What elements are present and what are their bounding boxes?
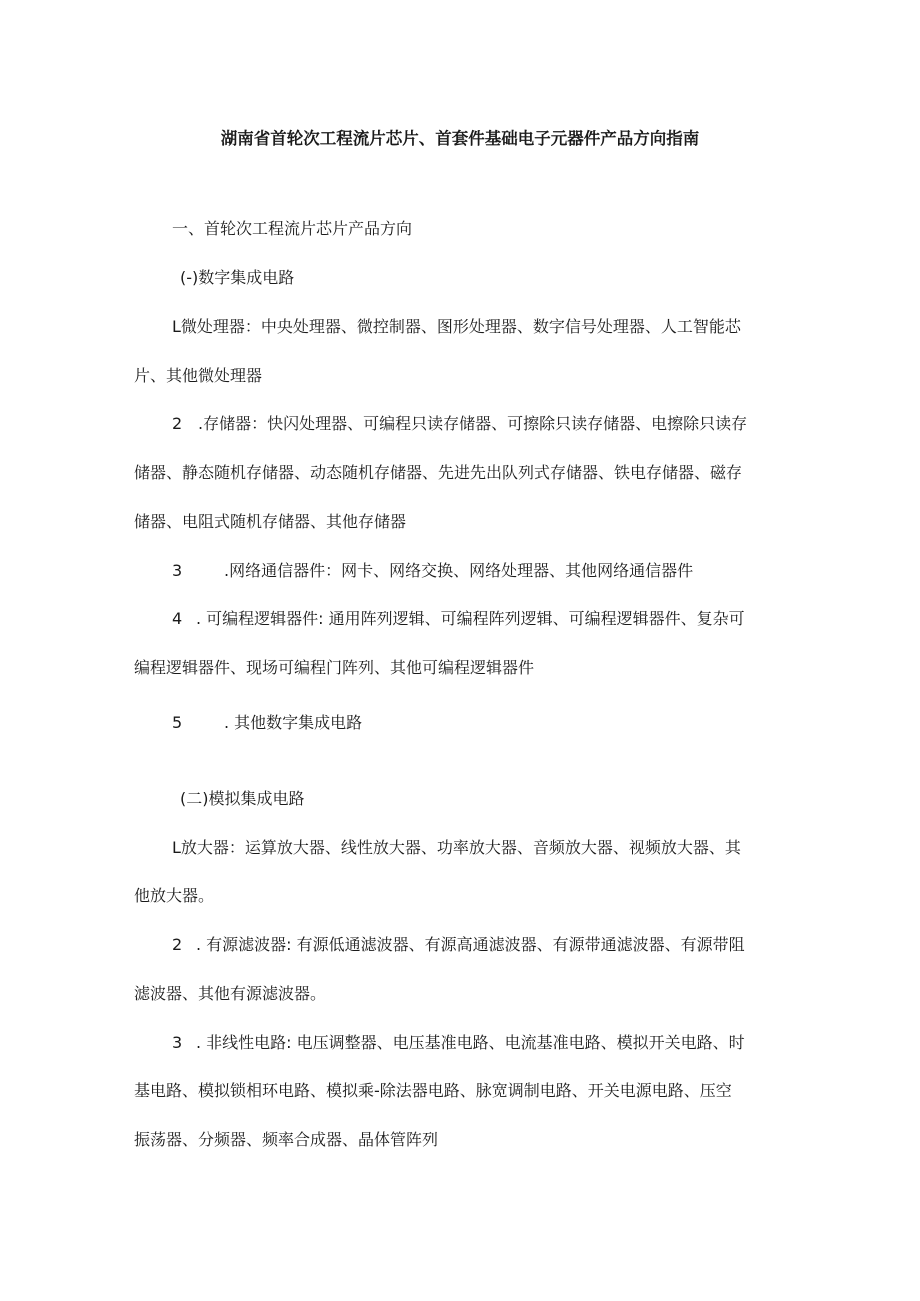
paragraph-line: .网络通信器件：网卡、网络交换、网络处理器、其他网络通信器件 <box>224 561 694 580</box>
item-number: 2 <box>172 935 183 954</box>
paragraph-line: 储器、静态随机存储器、动态随机存储器、先进先出队列式存储器、铁电存储器、磁存 <box>134 463 743 482</box>
item-number: 2 <box>172 414 183 433</box>
subsection-heading-analog: (二)模拟集成电路 <box>180 789 305 808</box>
item-number: 3 <box>172 561 183 580</box>
paragraph-line: . 非线性电路: 电压调整器、电压基准电路、电流基准电路、模拟开关电路、时 <box>196 1033 745 1052</box>
paragraph-line: L放大器：运算放大器、线性放大器、功率放大器、音频放大器、视频放大器、其 <box>172 838 741 857</box>
document-title: 湖南省首轮次工程流片芯片、首套件基础电子元器件产品方向指南 <box>220 129 700 148</box>
paragraph-line: 基电路、模拟锁相环电路、模拟乘-除法器电路、脉宽调制电路、开关电源电路、压空 <box>134 1081 732 1100</box>
paragraph-line: 滤波器、其他有源滤波器。 <box>134 984 327 1003</box>
subsection-heading-digital: (-)数字集成电路 <box>180 268 295 287</box>
paragraph-line: 储器、电阻式随机存储器、其他存储器 <box>134 512 407 531</box>
item-number: 4 <box>172 609 183 628</box>
paragraph-line: .存储器：快闪处理器、可编程只读存储器、可擦除只读存储器、电擦除只读存 <box>198 414 748 433</box>
paragraph-line: 振荡器、分频器、频率合成器、晶体管阵列 <box>134 1130 439 1149</box>
paragraph-line: . 其他数字集成电路 <box>224 713 363 732</box>
paragraph-line: L微处理器：中央处理器、微控制器、图形处理器、数字信号处理器、人工智能芯 <box>172 317 741 336</box>
paragraph-line: . 可编程逻辑器件: 通用阵列逻辑、可编程阵列逻辑、可编程逻辑器件、复杂可 <box>196 609 745 628</box>
section-heading: 一、首轮次工程流片芯片产品方向 <box>172 219 413 238</box>
paragraph-line: 编程逻辑器件、现场可编程门阵列、其他可编程逻辑器件 <box>134 658 535 677</box>
item-number: 3 <box>172 1033 183 1052</box>
item-number: 5 <box>172 713 183 732</box>
paragraph-line: 他放大器。 <box>134 886 215 905</box>
paragraph-line: 片、其他微处理器 <box>134 366 263 385</box>
paragraph-line: . 有源滤波器: 有源低通滤波器、有源高通滤波器、有源带通滤波器、有源带阻 <box>196 935 745 954</box>
